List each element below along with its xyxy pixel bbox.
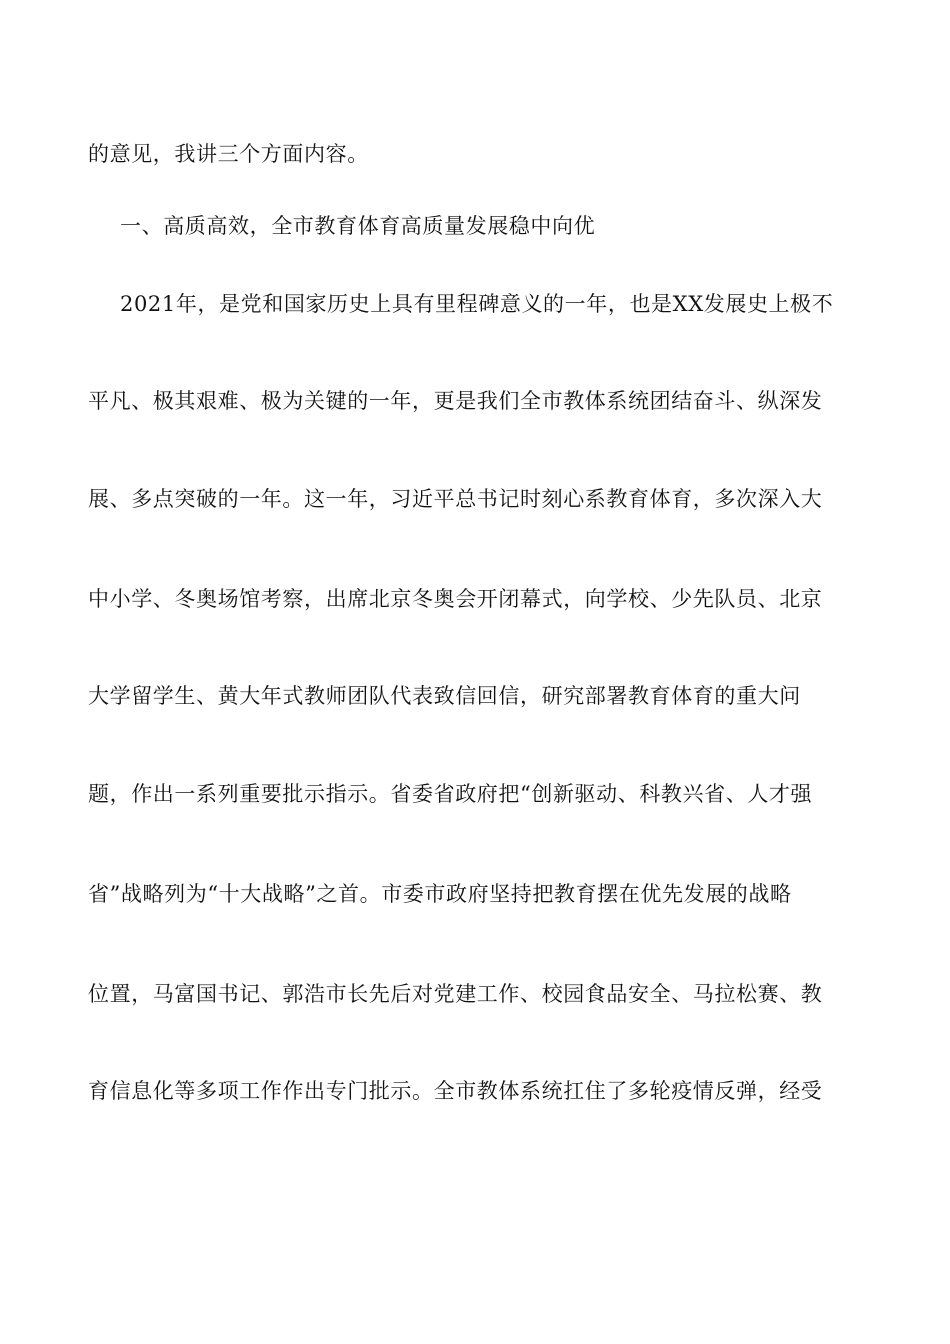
paragraph-line-3: 平凡、极其艰难、极为关键的一年，更是我们全市教体系统团结奋斗、纵深发 (88, 389, 823, 413)
paragraph-line-1: 的意见，我讲三个方面内容。 (88, 142, 369, 166)
paragraph-line-7: 题，作出一系列重要批示指示。省委省政府把“创新驱动、科教兴省、人才强 (88, 782, 813, 806)
paragraph-line-9: 位置，马富国书记、郭浩市长先后对党建工作、校园食品安全、马拉松赛、教 (88, 982, 823, 1006)
paragraph-line-10: 育信息化等多项工作作出专门批示。全市教体系统扛住了多轮疫情反弹，经受 (88, 1079, 823, 1103)
paragraph-line-4: 展、多点突破的一年。这一年，习近平总书记时刻心系教育体育，多次深入大 (88, 487, 823, 511)
paragraph-line-2: 2021年，是党和国家历史上具有里程碑意义的一年，也是XX发展史上极不 (120, 292, 834, 316)
paragraph-line-5: 中小学、冬奥场馆考察，出席北京冬奥会开闭幕式，向学校、少先队员、北京 (88, 587, 823, 611)
paragraph-line-6: 大学留学生、黄大年式教师团队代表致信回信，研究部署教育体育的重大问 (88, 684, 801, 708)
paragraph-line-8: 省”战略列为“十大战略”之首。市委市政府坚持把教育摆在优先发展的战略 (88, 882, 792, 906)
section-heading: 一、高质高效，全市教育体育高质量发展稳中向优 (120, 214, 596, 238)
